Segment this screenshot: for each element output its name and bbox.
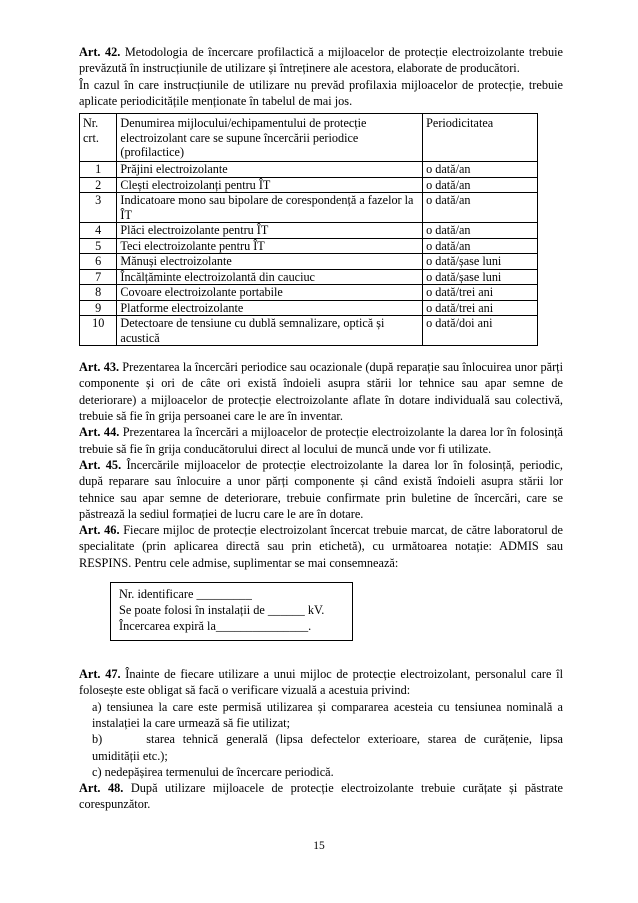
- article-42-continuation: În cazul în care instrucțiunile de utilizare nu prevăd profilaxia mijloacelor de protecție, trebuie aplicate periodicitățile menționate în tabelul de mai jos.: [79, 77, 563, 108]
- row-periodicity: o dată/an: [423, 193, 538, 223]
- page-number: 15: [313, 840, 325, 852]
- row-periodicity: o dată/șase luni: [423, 269, 538, 285]
- table-row: [80, 269, 538, 285]
- row-name: Indicatoare mono sau bipolare de corespondență a fazelor la ÎT: [117, 193, 423, 223]
- table-row: [80, 300, 538, 316]
- row-periodicity: o dată/an: [423, 238, 538, 254]
- article-46-label: Art. 46.: [79, 523, 120, 538]
- row-name: Mănuși electroizolante: [117, 254, 423, 270]
- table-row: [80, 285, 538, 301]
- row-name: Covoare electroizolante portabile: [117, 285, 423, 301]
- row-number: 5: [80, 238, 117, 254]
- article-46: [79, 522, 563, 571]
- document-page: [79, 44, 563, 813]
- marking-label-box: [110, 582, 353, 641]
- article-47-label: Art. 47.: [79, 667, 121, 682]
- article-44-text: Prezentarea la încercări a mijloacelor de protecție electroizolante la darea lor în folosință trebuie să fie în grija conducătorului direct al locului de muncă unde vor fi utilizate.: [79, 425, 564, 456]
- row-periodicity: o dată/doi ani: [423, 316, 538, 346]
- table-row: [80, 177, 538, 193]
- row-number: 2: [80, 177, 117, 193]
- row-name: Prăjini electroizolante: [117, 162, 423, 178]
- list-item-c: c) nedepășirea termenului de încercare periodică.: [92, 764, 334, 779]
- table-row: [80, 254, 538, 270]
- row-periodicity: o dată/trei ani: [423, 300, 538, 316]
- row-number: 4: [80, 223, 117, 239]
- article-48: [79, 780, 563, 813]
- row-periodicity: o dată/an: [423, 177, 538, 193]
- article-44: [79, 424, 563, 457]
- row-name: Detectoare de tensiune cu dublă semnalizare, optică și acustică: [117, 316, 423, 346]
- list-item-b-letter: b): [92, 732, 103, 747]
- row-name: Teci electroizolante pentru ÎT: [117, 238, 423, 254]
- row-name: Plăci electroizolante pentru ÎT: [117, 223, 423, 239]
- article-43-text: Prezentarea la încercări periodice sau ocazionale (după reparație sau înlocuirea unor părți componente și ori de câte ori există îndoieli asupra stării lor tehnice sau apar semne de deteriorare) a mijloacelor de protecție electroizolante aflate în dotare individuală sau colectivă, trebuie să fie în grija persoanei care le are în inventar.: [79, 360, 564, 424]
- list-item-a: a) tensiunea la care este permisă utilizarea și compararea acesteia cu tensiunea nominală a instalației la care urmează să fie utilizat;: [92, 699, 563, 730]
- article-48-label: Art. 48.: [79, 781, 124, 796]
- list-item-b-text: starea tehnică generală (lipsa defectelor exterioare, starea de curățenie, lipsa umidității etc.);: [92, 732, 563, 763]
- article-43: [79, 359, 563, 424]
- article-44-label: Art. 44.: [79, 425, 120, 440]
- row-number: 1: [80, 162, 117, 178]
- row-name: Platforme electroizolante: [117, 300, 423, 316]
- label-voltage-line: Se poate folosi în instalații de ______ kV.: [119, 603, 325, 618]
- table-row: [80, 238, 538, 254]
- article-42-text: Metodologia de încercare profilactică a mijloacelor de protecție electroizolante trebuie prevăzută în instrucțiunile de utilizare și întreținere ale acestora, elaborate de producători.: [79, 45, 564, 76]
- header-nr: Nr. crt.: [80, 114, 117, 162]
- row-name: Încălțăminte electroizolantă din cauciuc: [117, 269, 423, 285]
- article-47: [79, 666, 563, 699]
- header-name: Denumirea mijlocului/echipamentului de protecție electroizolant care se supune încercării periodice (profilactice): [117, 114, 423, 162]
- row-number: 10: [80, 316, 117, 346]
- label-identification-line: Nr. identificare _________: [119, 587, 252, 602]
- article-42: [79, 44, 563, 77]
- article-47-text: Înainte de fiecare utilizare a unui mijloc de protecție electroizolant, personalul care îl folosește este obligat să facă o verificare vizuală a acestuia privind:: [79, 667, 564, 698]
- table-row: [80, 223, 538, 239]
- table-row: [80, 162, 538, 178]
- row-number: 8: [80, 285, 117, 301]
- article-45-text: Încercările mijloacelor de protecție electroizolante la darea lor în folosință, periodic, după reparare sau înlocuire a unor părți componente și când există îndoieli asupra stării lor tehnice sau apar semne de deteriorare, trebuie confirmate prin buletine de încercări, care se păstrează la sediul formației de lucru care le are în dotare.: [79, 457, 563, 521]
- row-periodicity: o dată/an: [423, 223, 538, 239]
- row-number: 6: [80, 254, 117, 270]
- article-45-label: Art. 45.: [79, 457, 122, 472]
- periodicity-table: [79, 113, 538, 346]
- row-periodicity: o dată/an: [423, 162, 538, 178]
- row-number: 7: [80, 269, 117, 285]
- article-45: [79, 457, 563, 522]
- label-expiry-line: Încercarea expiră la_______________.: [119, 619, 312, 634]
- table-row: [80, 193, 538, 223]
- table-header-row: [80, 114, 538, 162]
- row-name: Clești electroizolanți pentru ÎT: [117, 177, 423, 193]
- list-item-b: [79, 731, 563, 764]
- row-number: 9: [80, 300, 117, 316]
- row-periodicity: o dată/șase luni: [423, 254, 538, 270]
- article-48-text: După utilizare mijloacele de protecție electroizolante trebuie curățate și păstrate corespunzător.: [79, 781, 564, 812]
- table-row: [80, 316, 538, 346]
- article-43-label: Art. 43.: [79, 360, 120, 375]
- header-periodicity: Periodicitatea: [423, 114, 538, 162]
- article-42-label: Art. 42.: [79, 45, 121, 59]
- row-number: 3: [80, 193, 117, 223]
- row-periodicity: o dată/trei ani: [423, 285, 538, 301]
- article-46-text: Fiecare mijloc de protecție electroizolant încercat trebuie marcat, de către laboratorul de specialitate (prin aplicarea directă sau prin etichetă), cu următoarea notație: ADMIS sau RESPINS. Pentru cele admise, suplimentar se mai consemnează:: [79, 523, 564, 570]
